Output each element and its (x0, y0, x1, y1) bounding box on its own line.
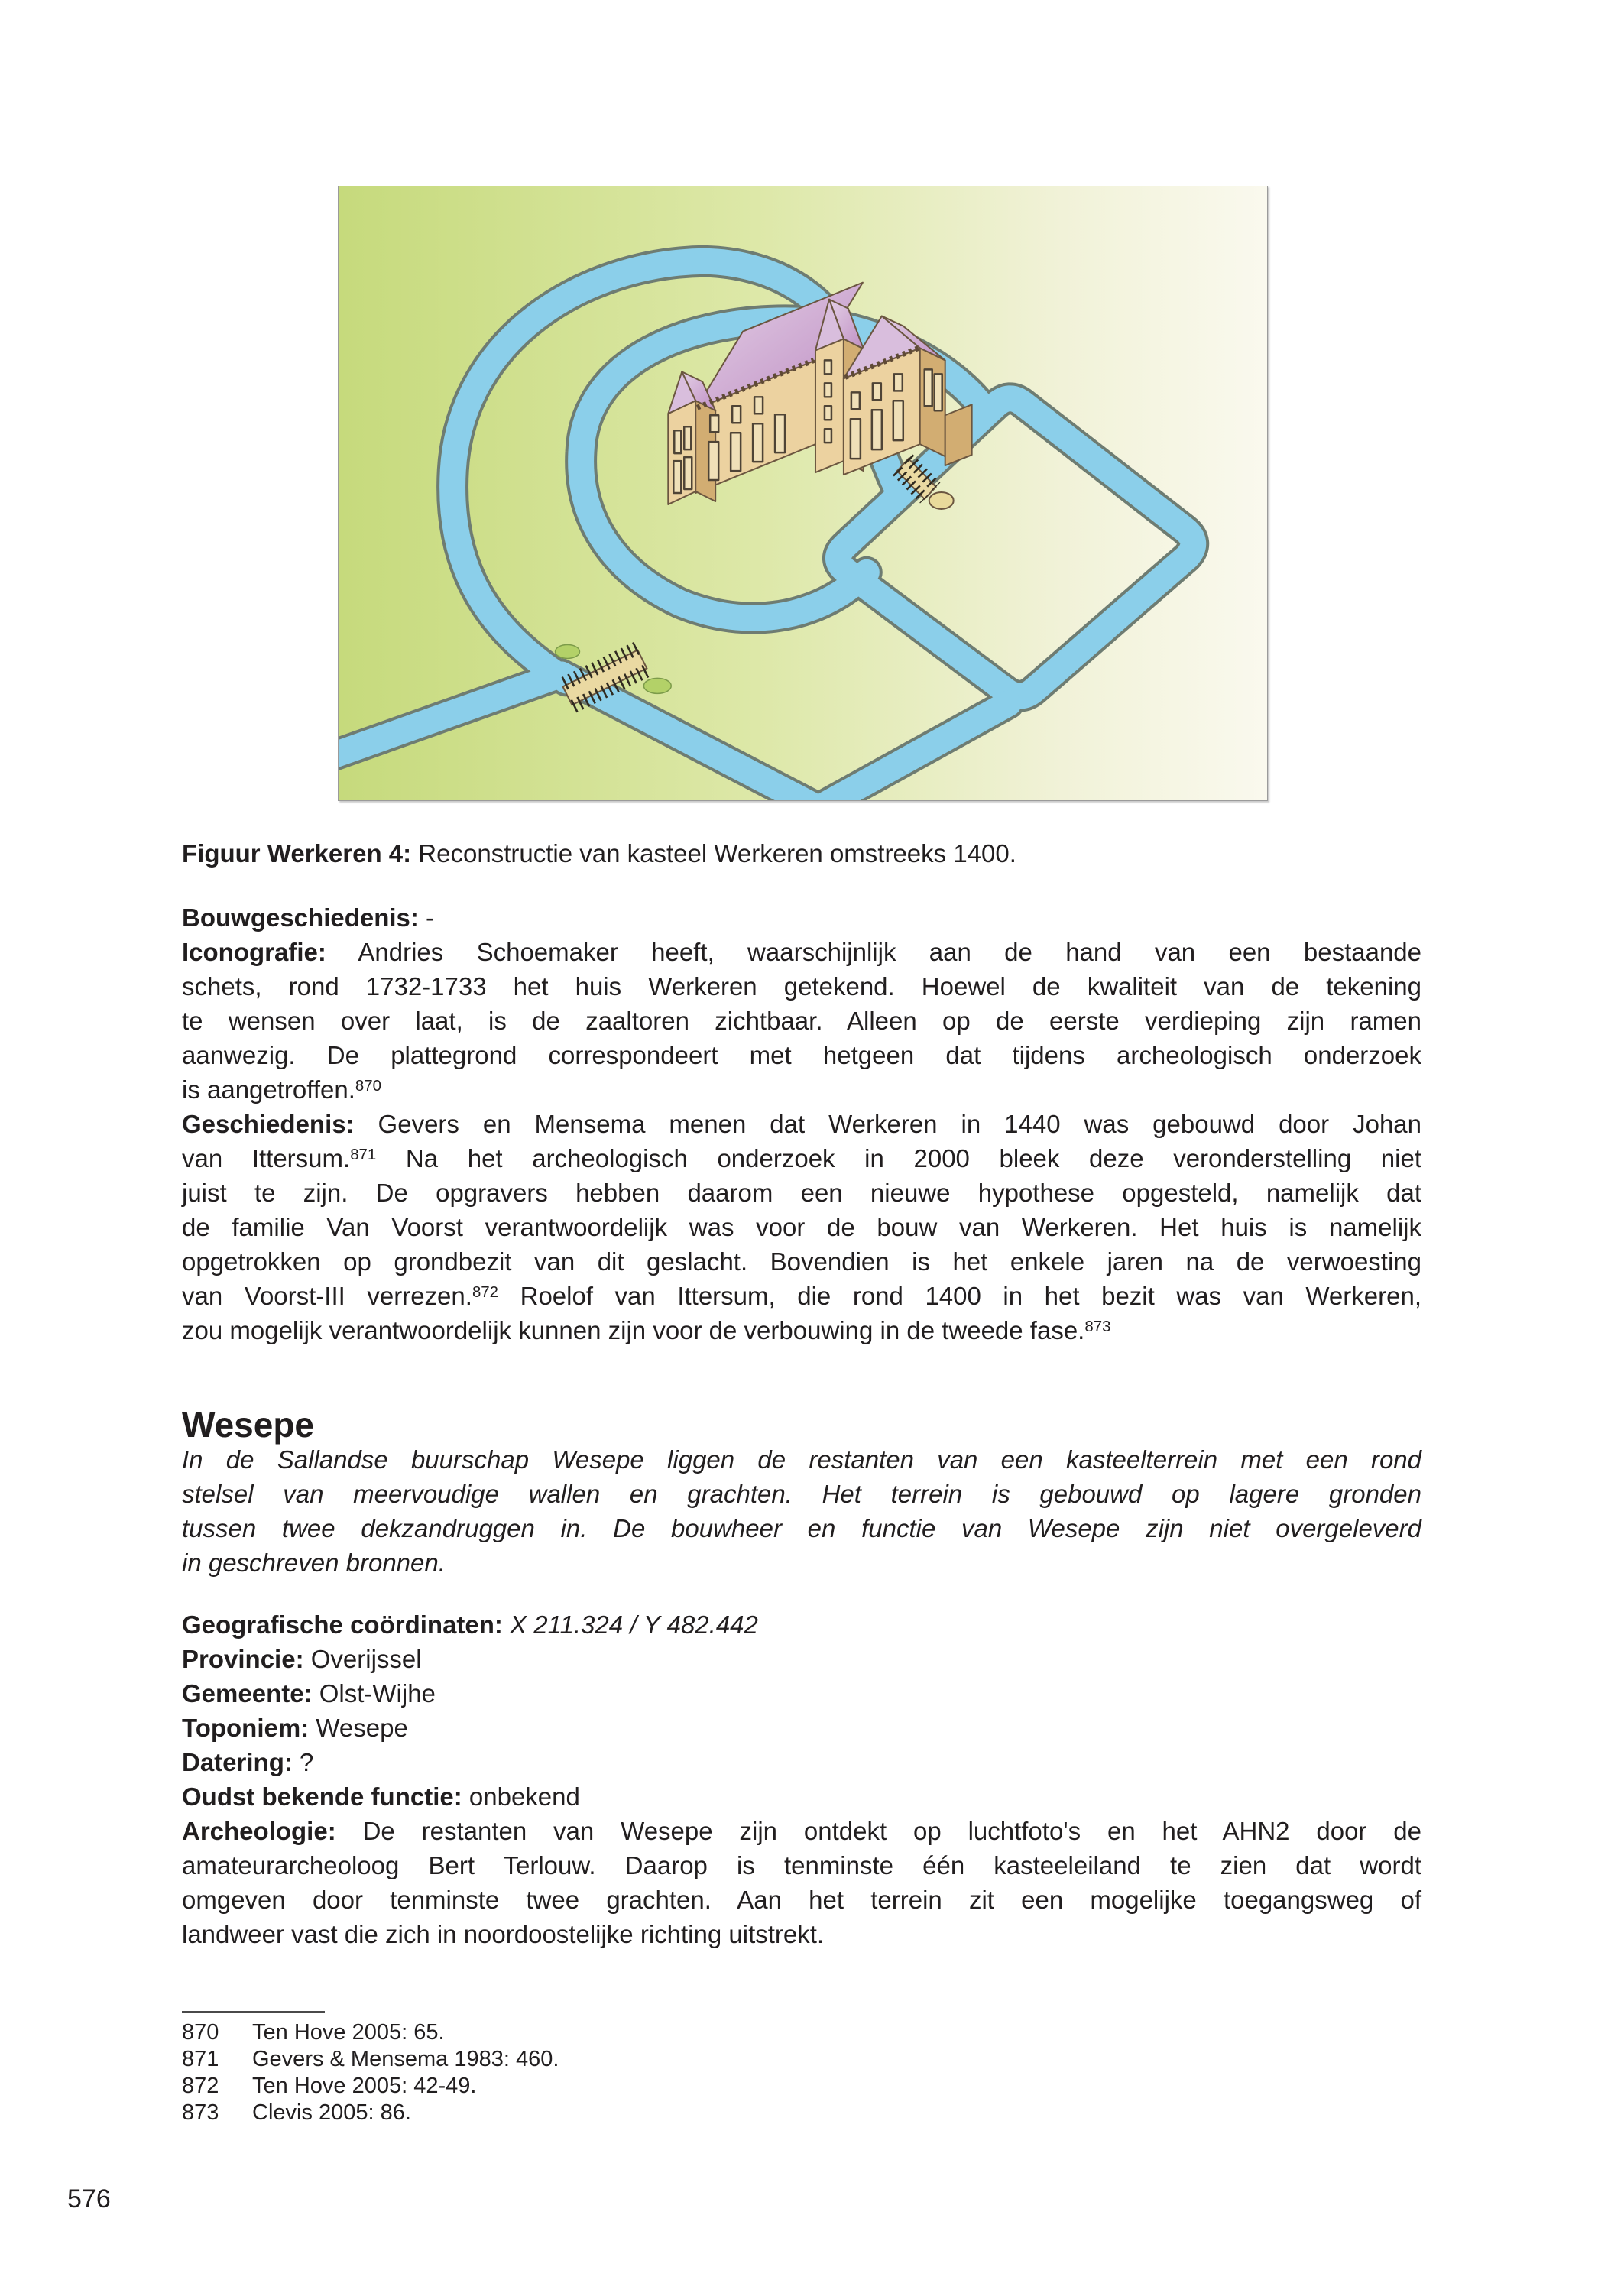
main-text-block (182, 900, 1421, 1348)
text-line: Geschiedenis: Gevers en Mensema menen dat Werkeren in 1440 was gebouwd door Johan (182, 1110, 1421, 1138)
footnotes (182, 2019, 1421, 2126)
text-line: aanwezig. De plattegrond correspondeert met hetgeen dat tijdens archeologisch onderzoek (182, 1041, 1421, 1069)
text-line: Provincie: Overijssel (182, 1645, 422, 1673)
text-line: Archeologie: De restanten van Wesepe zijn ontdekt op luchtfoto's en het AHN2 door de (182, 1817, 1421, 1845)
figure-werkeren-4 (338, 186, 1268, 801)
text-line: Geografische coördinaten: X 211.324 / Y 482.442 (182, 1610, 758, 1639)
text-line: Oudst bekende functie: onbekend (182, 1782, 580, 1811)
text-line: in geschreven bronnen. (182, 1549, 446, 1577)
page-number: 576 (67, 2184, 111, 2214)
text-line: van Ittersum.$^{871}$ Na het archeologisch onderzoek in 2000 bleek deze veronderstelling niet (182, 1144, 1421, 1172)
figure-caption (182, 836, 1421, 871)
castle-reconstruction-illustration (339, 186, 1267, 800)
footnote (182, 2019, 1421, 2046)
bush (643, 678, 671, 693)
text-line: Toponiem: Wesepe (182, 1714, 408, 1742)
wesepe-intro-block (182, 1442, 1421, 1580)
footnote-number: 870 (182, 2020, 219, 2045)
footnote (182, 2100, 1421, 2126)
text-line: amateurarcheoloog Bert Terlouw. Daarop is tenminste één kasteeleiland te zien dat wordt (182, 1851, 1421, 1879)
text-line: schets, rond 1732-1733 het huis Werkeren getekend. Hoewel de kwaliteit van de tekening (182, 972, 1421, 1001)
bridge-abutment (929, 492, 954, 509)
bush (556, 645, 580, 659)
footnote-text: Ten Hove 2005: 65. (252, 2020, 445, 2045)
castle-low-wall (945, 404, 972, 465)
footnote-text: Clevis 2005: 86. (252, 2100, 411, 2125)
text-line: omgeven door tenminste twee grachten. Aan het terrein zit een mogelijke toegangsweg of (182, 1886, 1421, 1914)
text-line: zou mogelijk verantwoordelijk kunnen zijn voor de verbouwing in de tweede fase.$^{873}$ (182, 1316, 1111, 1344)
text-line: Bouwgeschiedenis: - (182, 903, 435, 932)
figure-caption-text: Reconstructie van kasteel Werkeren omstreeks 1400. (411, 839, 1016, 868)
footnote-number: 873 (182, 2100, 219, 2125)
text-line: de familie Van Voorst verantwoordelijk was voor de bouw van Werkeren. Het huis is namelijk (182, 1213, 1421, 1241)
figure-caption-label: Figuur Werkeren 4: (182, 839, 412, 868)
text-line: landweer vast die zich in noordoostelijke richting uitstrekt. (182, 1920, 825, 1948)
footnote (182, 2046, 1421, 2073)
text-line: In de Sallandse buurschap Wesepe liggen de restanten van een kasteelterrein met een rond (182, 1445, 1421, 1474)
text-line: te wensen over laat, is de zaaltoren zichtbaar. Alleen op de eerste verdieping zijn ramen (182, 1007, 1421, 1035)
section-heading-wesepe: Wesepe (182, 1405, 315, 1445)
text-line: van Voorst-III verrezen.$^{872}$ Roelof van Ittersum, die rond 1400 in het bezit was van Werkeren, (182, 1282, 1421, 1310)
footnote (182, 2073, 1421, 2100)
text-line: Iconografie: Andries Schoemaker heeft, waarschijnlijk aan de hand van een bestaande (182, 938, 1421, 966)
footnote-number: 871 (182, 2047, 219, 2071)
text-line: opgetrokken op grondbezit van dit geslacht. Bovendien is het enkele jaren na de verwoesting (182, 1247, 1421, 1276)
text-line: is aangetroffen.$^{870}$ (182, 1075, 382, 1104)
text-line: Datering: ? (182, 1748, 314, 1776)
footnote-divider (182, 2011, 325, 2013)
text-line: stelsel van meervoudige wallen en grachten. Het terrein is gebouwd op lagere gronden (182, 1480, 1421, 1508)
text-line: tussen twee dekzandruggen in. De bouwheer en functie van Wesepe zijn niet overgeleverd (182, 1514, 1421, 1542)
footnote-text: Ten Hove 2005: 42-49. (252, 2074, 477, 2098)
footnote-text: Gevers & Mensema 1983: 460. (252, 2047, 559, 2071)
text-line: Gemeente: Olst-Wijhe (182, 1679, 436, 1708)
wesepe-fields-block (182, 1607, 1421, 1951)
text-line: juist te zijn. De opgravers hebben daarom een nieuwe hypothese opgesteld, namelijk dat (182, 1179, 1421, 1207)
footnote-number: 872 (182, 2074, 219, 2098)
